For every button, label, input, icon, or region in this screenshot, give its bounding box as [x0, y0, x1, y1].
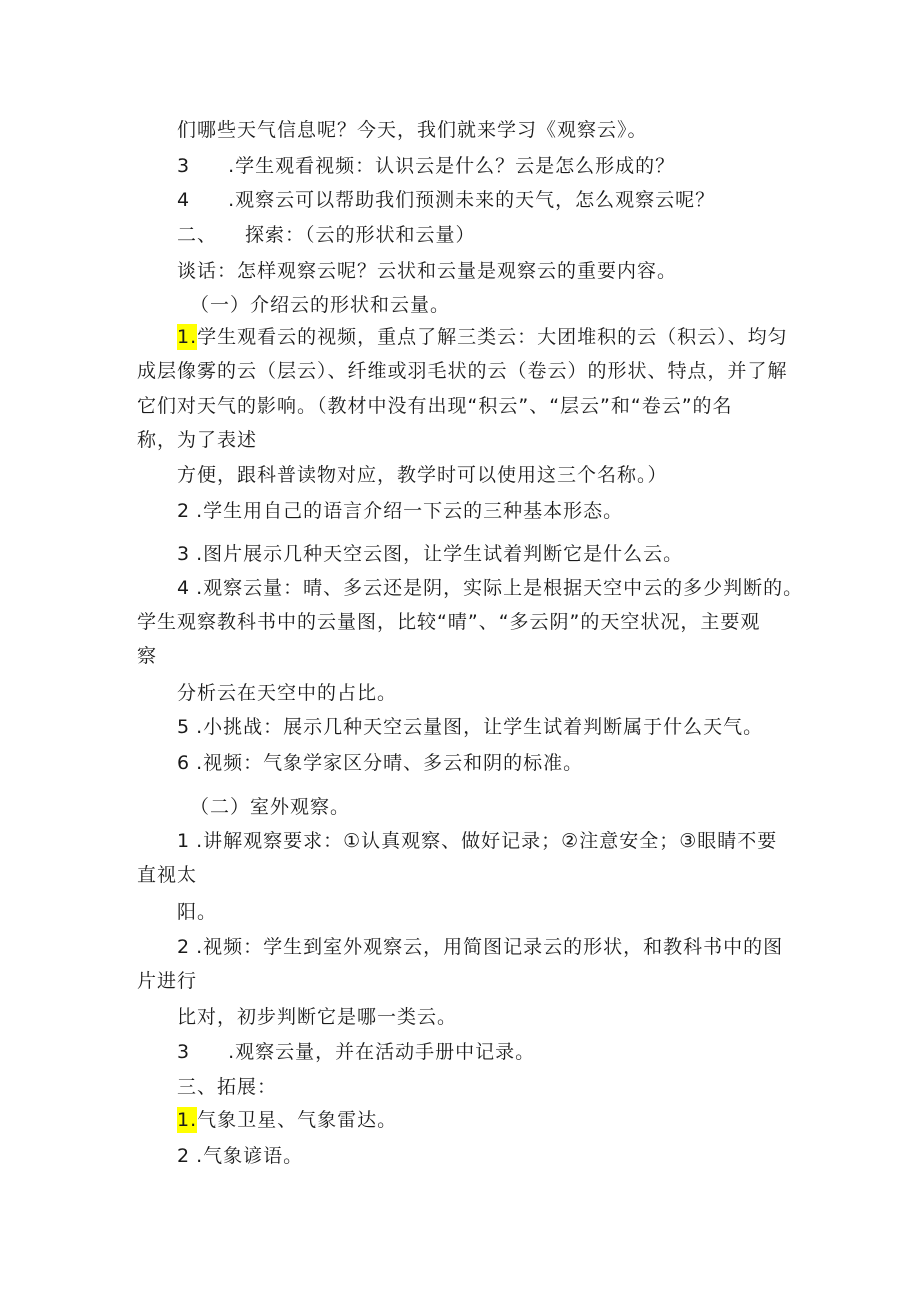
section-heading-explore: 二、 探索：（云的形状和云量）	[177, 224, 476, 246]
line-talk: 谈话：怎样观察云呢？云状和云量是观察云的重要内容。	[177, 260, 678, 282]
highlighted-number: 1.	[177, 1109, 198, 1131]
list-item-shape-3: 3 .图片展示几种天空云图，让学生试着判断它是什么云。	[177, 543, 684, 565]
list-item-shape-2: 2 .学生用自己的语言介绍一下云的三种基本形态。	[177, 500, 624, 522]
section-heading-extend: 三、拓展：	[177, 1076, 278, 1098]
highlighted-number: 1.	[177, 326, 198, 348]
item-number: 2	[177, 936, 191, 958]
subsection-heading-1: （一）介绍云的形状和云量。	[190, 294, 451, 316]
line-continuation: 学生观察教科书中的云量图，比较“晴”、“多云阴”的天空状况，主要观	[137, 611, 761, 633]
list-item-outdoor-3: 3 .观察云量，并在活动手册中记录。	[177, 1041, 536, 1063]
list-item-shape-1: 1.学生观看云的视频，重点了解三类云：大团堆积的云（积云）、均匀	[177, 326, 788, 348]
item-number: 1	[177, 830, 191, 852]
line-continuation: 成层像雾的云（层云）、纤维或羽毛状的云（卷云）的形状、特点，并了解	[137, 360, 788, 382]
list-item-shape-5: 5 .小挑战：展示几种天空云量图，让学生试着判断属于什么天气。	[177, 716, 764, 738]
line-continuation: 片进行	[137, 970, 198, 992]
line-continuation: 分析云在天空中的占比。	[177, 682, 398, 704]
line-continuation: 阳。	[177, 901, 218, 923]
item-number: 3	[177, 1041, 191, 1063]
item-number: 5	[177, 716, 191, 738]
list-item-extend-1: 1.气象卫星、气象雷达。	[177, 1109, 398, 1131]
list-item-outdoor-1: 1 .讲解观察要求：①认真观察、做好记录；②注意安全；③眼睛不要	[177, 830, 778, 852]
line-intro: 们哪些天气信息呢？今天，我们就来学习《观察云》。	[177, 119, 648, 141]
item-number: 2	[177, 1145, 191, 1167]
list-item-intro-3: 3 .学生观看视频：认识云是什么？云是怎么形成的？	[177, 155, 676, 177]
item-number: 6	[177, 752, 191, 774]
line-continuation: 方便，跟科普读物对应，教学时可以使用这三个名称。）	[177, 464, 668, 486]
item-number: 4	[177, 189, 191, 211]
list-item-shape-6: 6 .视频：气象学家区分晴、多云和阴的标准。	[177, 752, 584, 774]
item-number: 4	[177, 577, 191, 599]
line-continuation: 比对，初步判断它是哪一类云。	[177, 1006, 458, 1028]
line-continuation: 察	[137, 645, 158, 667]
item-number: 3	[177, 543, 191, 565]
list-item-intro-4: 4 .观察云可以帮助我们预测未来的天气，怎么观察云呢？	[177, 189, 716, 211]
line-continuation: 称，为了表述	[137, 429, 258, 451]
list-item-shape-4: 4 .观察云量：晴、多云还是阴，实际上是根据天空中云的多少判断的。	[177, 577, 804, 599]
line-continuation: 它们对天气的影响。（教材中没有出现“积云”、“层云”和“卷云”的名	[137, 395, 733, 417]
list-item-extend-2: 2 .气象谚语。	[177, 1145, 304, 1167]
item-number: 2	[177, 500, 191, 522]
subsection-heading-2: （二）室外观察。	[190, 796, 351, 818]
item-number: 3	[177, 155, 191, 177]
line-continuation: 直视太	[137, 864, 198, 886]
list-item-outdoor-2: 2 .视频：学生到室外观察云，用简图记录云的形状，和教科书中的图	[177, 936, 784, 958]
